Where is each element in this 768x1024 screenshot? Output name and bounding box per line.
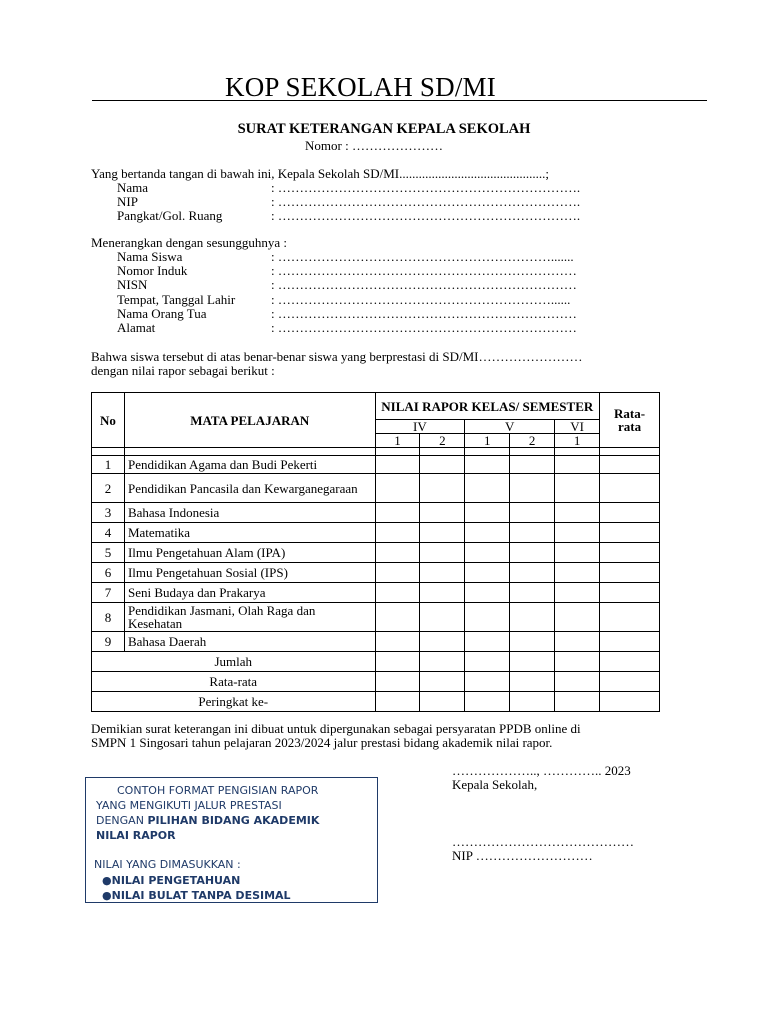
row-number: 2: [92, 474, 125, 503]
grade-cell: [420, 603, 465, 632]
bullet-icon: ●: [102, 889, 112, 902]
intro-text: Yang bertanda tangan di bawah ini, Kepala Sekolah SD/MI.............................................;: [91, 166, 549, 181]
principal-field-label: NIP: [117, 194, 138, 209]
principal-field-label: Pangkat/Gol. Ruang: [117, 208, 223, 223]
closing-line-1: Demikian surat keterangan ini dibuat untuk dipergunakan sebagai persyaratan PPDB online di: [91, 721, 581, 736]
note-line-1: CONTOH FORMAT PENGISIAN RAPOR: [117, 784, 319, 797]
summary-cell: [420, 672, 465, 692]
row-subject: Bahasa Indonesia: [124, 503, 375, 523]
table-row: [92, 543, 660, 563]
grade-cell: [420, 474, 465, 503]
student-field-label: Nama Siswa: [117, 249, 183, 264]
grade-cell: [420, 523, 465, 543]
student-field-label: Nomor Induk: [117, 263, 188, 278]
principal-field-label: Nama: [117, 180, 149, 195]
student-field-value: : ……………………………………………………………: [271, 277, 577, 292]
summary-cell: [420, 652, 465, 672]
row-subject: Pendidikan Pancasila dan Kewarganegaraan: [124, 474, 375, 503]
grade-cell: [375, 543, 420, 563]
summary-cell: [555, 672, 600, 692]
summary-label: Peringkat ke-: [92, 692, 376, 712]
row-number: 3: [92, 503, 125, 523]
grade-cell: [420, 543, 465, 563]
grade-cell: [420, 563, 465, 583]
kelas-v: V: [465, 420, 555, 434]
summary-cell: [375, 692, 420, 712]
row-subject: Ilmu Pengetahuan Alam (IPA): [124, 543, 375, 563]
student-field-value: : ……………………………………………………………: [271, 320, 577, 335]
grade-cell: [465, 563, 510, 583]
grade-cell: [555, 563, 600, 583]
statement-line-2: dengan nilai rapor sebagai berikut :: [91, 363, 275, 378]
grade-cell: [375, 456, 420, 474]
grade-cell: [555, 456, 600, 474]
row-subject: Bahasa Daerah: [124, 632, 375, 652]
grade-cell: [465, 543, 510, 563]
table-row: [92, 632, 660, 652]
row-subject: Seni Budaya dan Prakarya: [124, 583, 375, 603]
grade-cell: [510, 503, 555, 523]
header-no: No: [92, 393, 125, 448]
summary-cell: [375, 672, 420, 692]
student-field-value: : ……………………………………………………………: [271, 306, 577, 321]
summary-cell: [510, 652, 555, 672]
summary-cell: [600, 652, 660, 672]
summary-cell: [555, 652, 600, 672]
grade-cell: [465, 632, 510, 652]
closing-line-2: SMPN 1 Singosari tahun pelajaran 2023/2024 jalur prestasi bidang akademik nilai rapor.: [91, 735, 553, 750]
grade-cell: [555, 583, 600, 603]
note-line-2b: MENGIKUTI JALUR PRESTASI: [129, 799, 282, 812]
note-line-3a: DENGAN: [96, 814, 144, 827]
kelas-iv: IV: [375, 420, 465, 434]
grade-cell: [555, 543, 600, 563]
student-field-label: NISN: [117, 277, 148, 292]
grade-cell: [510, 474, 555, 503]
table-row: [92, 603, 660, 632]
summary-cell: [375, 652, 420, 672]
summary-cell: [420, 692, 465, 712]
student-field-value: : ………………………………………………………......: [271, 292, 571, 307]
table-row: [92, 523, 660, 543]
grade-cell: [510, 583, 555, 603]
row-number: 6: [92, 563, 125, 583]
student-field-label: Tempat, Tanggal Lahir: [117, 292, 236, 307]
grade-cell: [600, 603, 660, 632]
signature-name-line: ……………………………………: [452, 834, 634, 849]
grade-cell: [510, 543, 555, 563]
summary-cell: [600, 692, 660, 712]
grade-cell: [465, 456, 510, 474]
table-row: [92, 503, 660, 523]
student-field-value: : ……………………………………………………….......: [271, 249, 574, 264]
row-number: 7: [92, 583, 125, 603]
semester-cell: 2: [510, 434, 555, 448]
note-line-3b: PILIHAN BIDANG AKADEMIK: [147, 814, 320, 827]
row-number: 1: [92, 456, 125, 474]
grade-cell: [510, 603, 555, 632]
kelas-vi: VI: [555, 420, 600, 434]
grade-cell: [420, 583, 465, 603]
header-rata: Rata-rata: [600, 393, 660, 448]
semester-cell: 1: [375, 434, 420, 448]
row-subject: Ilmu Pengetahuan Sosial (IPS): [124, 563, 375, 583]
summary-row: [92, 692, 660, 712]
table-row: [92, 456, 660, 474]
summary-cell: [510, 672, 555, 692]
grade-cell: [555, 603, 600, 632]
note-line-2a: YANG: [96, 799, 127, 812]
principal-field-value: : …………………………………………………………….: [271, 180, 581, 195]
header-nilai: NILAI RAPOR KELAS/ SEMESTER: [375, 393, 600, 420]
grade-cell: [600, 583, 660, 603]
grades-table: [91, 392, 660, 712]
row-number: 8: [92, 603, 125, 632]
grade-cell: [420, 456, 465, 474]
student-field-value: : ……………………………………………………………: [271, 263, 577, 278]
grade-cell: [555, 523, 600, 543]
grade-cell: [465, 474, 510, 503]
note-line-5: NILAI YANG DIMASUKKAN :: [94, 858, 241, 871]
grade-cell: [510, 456, 555, 474]
signature-date: ……………….., ………….. 2023: [452, 763, 631, 778]
row-number: 4: [92, 523, 125, 543]
letterhead-rule: [92, 100, 707, 101]
summary-cell: [465, 692, 510, 712]
table-row: [92, 474, 660, 503]
grade-cell: [465, 503, 510, 523]
grade-cell: [375, 503, 420, 523]
grade-cell: [375, 603, 420, 632]
summary-cell: [510, 692, 555, 712]
statement-line-1: Bahwa siswa tersebut di atas benar-benar siswa yang berprestasi di SD/MI……………………: [91, 349, 583, 364]
summary-row: [92, 672, 660, 692]
document-title: SURAT KETERANGAN KEPALA SEKOLAH: [237, 121, 531, 137]
note-bullet-1: NILAI PENGETAHUAN: [111, 874, 241, 887]
grade-cell: [555, 474, 600, 503]
row-subject: Matematika: [124, 523, 375, 543]
summary-cell: [465, 652, 510, 672]
header-mapel: MATA PELAJARAN: [124, 393, 375, 448]
principal-field-value: : …………………………………………………………….: [271, 208, 581, 223]
row-subject: Pendidikan Jasmani, Olah Raga dan Kesehatan: [124, 603, 375, 632]
grade-cell: [420, 503, 465, 523]
note-line-4: NILAI RAPOR: [96, 829, 176, 842]
grade-cell: [375, 523, 420, 543]
grade-cell: [600, 456, 660, 474]
grade-cell: [420, 632, 465, 652]
letterhead-title: KOP SEKOLAH SD/MI: [225, 72, 496, 102]
grade-cell: [600, 503, 660, 523]
summary-row: [92, 652, 660, 672]
student-field-label: Nama Orang Tua: [117, 306, 207, 321]
semester-cell: 1: [555, 434, 600, 448]
menerangkan-text: Menerangkan dengan sesungguhnya :: [91, 235, 288, 250]
grade-cell: [555, 503, 600, 523]
grade-cell: [375, 583, 420, 603]
row-number: 9: [92, 632, 125, 652]
table-row: [92, 563, 660, 583]
row-number: 5: [92, 543, 125, 563]
summary-label: Rata-rata: [92, 672, 376, 692]
document-number: Nomor : …………………: [305, 138, 443, 153]
bullet-icon: ●: [102, 874, 112, 887]
semester-cell: 1: [465, 434, 510, 448]
grade-cell: [375, 563, 420, 583]
grade-cell: [465, 523, 510, 543]
summary-cell: [465, 672, 510, 692]
grade-cell: [600, 543, 660, 563]
grade-cell: [375, 474, 420, 503]
summary-cell: [555, 692, 600, 712]
grade-cell: [510, 523, 555, 543]
grade-cell: [555, 632, 600, 652]
grade-cell: [375, 632, 420, 652]
grade-cell: [600, 563, 660, 583]
table-row: [92, 583, 660, 603]
format-note-box: [85, 777, 378, 903]
grade-cell: [510, 632, 555, 652]
semester-cell: 2: [420, 434, 465, 448]
summary-label: Jumlah: [92, 652, 376, 672]
principal-field-value: : …………………………………………………………….: [271, 194, 581, 209]
signature-role: Kepala Sekolah,: [452, 777, 538, 792]
student-field-label: Alamat: [117, 320, 156, 335]
signature-nip: NIP ………………………: [452, 848, 593, 863]
grade-cell: [510, 563, 555, 583]
grade-cell: [465, 583, 510, 603]
grade-cell: [600, 523, 660, 543]
note-bullet-2: NILAI BULAT TANPA DESIMAL: [111, 889, 291, 902]
grade-cell: [600, 632, 660, 652]
grade-cell: [600, 474, 660, 503]
row-subject: Pendidikan Agama dan Budi Pekerti: [124, 456, 375, 474]
summary-cell: [600, 672, 660, 692]
grade-cell: [465, 603, 510, 632]
